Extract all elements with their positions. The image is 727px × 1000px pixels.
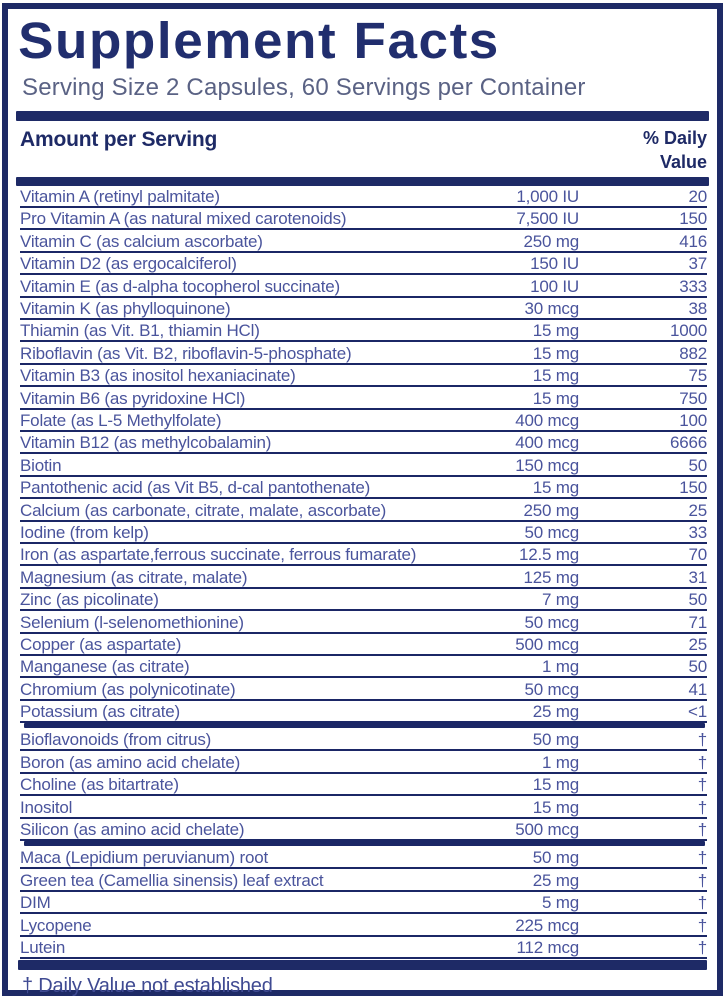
ingredient-daily-value: †	[697, 870, 707, 890]
ingredient-amount: 50 mcg	[524, 522, 579, 542]
group-separator-rule	[24, 723, 705, 728]
ingredient-row	[20, 410, 707, 432]
ingredient-daily-value: 20	[688, 187, 707, 207]
header-top-rule	[16, 111, 709, 121]
ingredient-row	[20, 499, 707, 521]
ingredient-amount: 50 mg	[532, 848, 579, 868]
ingredient-name: Vitamin D2 (as ergocalciferol)	[20, 254, 237, 274]
ingredient-row	[20, 869, 707, 891]
panel-title: Supplement Facts	[18, 12, 500, 69]
ingredient-name: Magnesium (as citrate, malate)	[20, 567, 248, 587]
daily-value-footnote: † Daily Value not established	[22, 974, 273, 997]
ingredient-name: Iron (as aspartate,ferrous succinate, ferrous fumarate)	[20, 545, 417, 565]
footer-rule	[18, 960, 707, 970]
ingredient-amount: 225 mcg	[515, 915, 579, 935]
ingredient-amount: 500 mcg	[515, 634, 579, 654]
ingredient-daily-value: 70	[688, 545, 707, 565]
ingredient-name: DIM	[20, 893, 51, 913]
ingredient-name: Vitamin B3 (as inositol hexaniacinate)	[20, 366, 296, 386]
ingredient-amount: 15 mg	[532, 366, 579, 386]
ingredient-amount: 25 mg	[532, 870, 579, 890]
ingredient-amount: 15 mg	[532, 775, 579, 795]
ingredient-name: Vitamin K (as phylloquinone)	[20, 299, 231, 319]
ingredient-row	[20, 253, 707, 275]
ingredient-row	[20, 477, 707, 499]
ingredient-name: Vitamin E (as d-alpha tocopherol succinate)	[20, 276, 340, 296]
ingredient-amount: 30 mcg	[524, 299, 579, 319]
ingredient-daily-value: †	[697, 752, 707, 772]
ingredient-amount: 15 mg	[532, 797, 579, 817]
ingredient-name: Vitamin A (retinyl palmitate)	[20, 187, 220, 207]
ingredient-amount: 7 mg	[542, 590, 579, 610]
ingredient-name: Manganese (as citrate)	[20, 657, 190, 677]
ingredient-amount: 50 mg	[532, 730, 579, 750]
ingredient-amount: 150 mcg	[515, 455, 579, 475]
ingredient-name: Vitamin C (as calcium ascorbate)	[20, 231, 263, 251]
ingredient-name: Green tea (Camellia sinensis) leaf extract	[20, 870, 324, 890]
ingredient-daily-value: 416	[679, 231, 707, 251]
ingredient-daily-value: 150	[679, 478, 707, 498]
ingredient-name: Potassium (as citrate)	[20, 702, 180, 722]
ingredient-table	[16, 186, 709, 959]
ingredient-daily-value: 71	[688, 612, 707, 632]
ingredient-amount: 5 mg	[542, 893, 579, 913]
ingredient-name: Silicon (as amino acid chelate)	[20, 820, 245, 840]
ingredient-daily-value: 100	[679, 410, 707, 430]
ingredient-amount: 50 mcg	[524, 679, 579, 699]
ingredient-row	[20, 275, 707, 297]
ingredient-daily-value: 38	[688, 299, 707, 319]
ingredient-name: Bioflavonoids (from citrus)	[20, 730, 212, 750]
ingredient-daily-value: †	[697, 820, 707, 840]
ingredient-row	[20, 387, 707, 409]
ingredient-row	[20, 230, 707, 252]
ingredient-amount: 1 mg	[542, 752, 579, 772]
ingredient-daily-value: †	[697, 937, 707, 957]
ingredient-name: Vitamin B12 (as methylcobalamin)	[20, 433, 272, 453]
ingredient-amount: 112 mcg	[516, 937, 579, 957]
ingredient-daily-value: 25	[688, 500, 707, 520]
ingredient-daily-value: 50	[688, 657, 707, 677]
percent-daily-value-header	[643, 126, 707, 175]
ingredient-row	[20, 678, 707, 700]
ingredient-name: Thiamin (as Vit. B1, thiamin HCl)	[20, 321, 260, 341]
ingredient-name: Folate (as L-5 Methylfolate)	[20, 410, 222, 430]
ingredient-amount: 150 IU	[530, 254, 579, 274]
ingredient-row	[20, 937, 707, 959]
ingredient-amount: 1,000 IU	[516, 187, 579, 207]
ingredient-amount: 15 mg	[532, 388, 579, 408]
ingredient-row	[20, 522, 707, 544]
ingredient-row	[20, 656, 707, 678]
ingredient-daily-value: 750	[679, 388, 707, 408]
ingredient-name: Iodine (from kelp)	[20, 522, 149, 542]
ingredient-daily-value: 33	[688, 522, 707, 542]
ingredient-row	[20, 566, 707, 588]
ingredient-amount: 15 mg	[532, 343, 579, 363]
ingredient-daily-value: 1000	[669, 321, 707, 341]
ingredient-amount: 12.5 mg	[518, 545, 579, 565]
ingredient-amount: 15 mg	[532, 321, 579, 341]
ingredient-name: Inositol	[20, 797, 73, 817]
ingredient-daily-value: †	[697, 848, 707, 868]
ingredient-row	[20, 432, 707, 454]
ingredient-row	[20, 365, 707, 387]
ingredient-amount: 125 mg	[523, 567, 579, 587]
ingredient-amount: 500 mcg	[515, 820, 579, 840]
ingredient-row	[20, 544, 707, 566]
ingredient-name: Vitamin B6 (as pyridoxine HCl)	[20, 388, 246, 408]
header-bottom-rule	[16, 177, 709, 186]
supplement-facts-panel	[2, 3, 723, 996]
ingredient-daily-value: 50	[688, 590, 707, 610]
ingredient-name: Riboflavin (as Vit. B2, riboflavin-5-phosphate)	[20, 343, 352, 363]
ingredient-name: Biotin	[20, 455, 62, 475]
ingredient-daily-value: 41	[688, 679, 707, 699]
ingredient-row	[20, 342, 707, 364]
group-separator-rule	[24, 841, 705, 846]
ingredient-row	[20, 796, 707, 818]
serving-size-info: Serving Size 2 Capsules, 60 Servings per Container	[22, 74, 586, 102]
ingredient-name: Pro Vitamin A (as natural mixed carotenoids)	[20, 209, 347, 229]
ingredient-row	[20, 729, 707, 751]
ingredient-row	[20, 751, 707, 773]
ingredient-row	[20, 847, 707, 869]
ingredient-daily-value: 6666	[669, 433, 707, 453]
ingredient-daily-value: 25	[688, 634, 707, 654]
table-header-row	[16, 121, 709, 177]
ingredient-row	[20, 892, 707, 914]
ingredient-daily-value: 75	[688, 366, 707, 386]
ingredient-row	[20, 611, 707, 633]
ingredient-amount: 15 mg	[532, 478, 579, 498]
ingredient-daily-value: 333	[679, 276, 707, 296]
ingredient-amount: 400 mcg	[515, 410, 579, 430]
ingredient-row	[20, 320, 707, 342]
ingredient-row	[20, 774, 707, 796]
ingredient-daily-value: 37	[688, 254, 707, 274]
ingredient-daily-value: 50	[688, 455, 707, 475]
ingredient-amount: 250 mg	[523, 231, 579, 251]
ingredient-amount: 100 IU	[530, 276, 579, 296]
amount-per-serving-header: Amount per Serving	[20, 128, 218, 152]
dv-header-line1: % Daily	[642, 128, 707, 149]
ingredient-daily-value: 882	[679, 343, 707, 363]
ingredient-row	[20, 208, 707, 230]
ingredient-daily-value: <1	[688, 702, 707, 722]
ingredient-daily-value: 150	[679, 209, 707, 229]
ingredient-amount: 25 mg	[532, 702, 579, 722]
ingredient-daily-value: †	[697, 893, 707, 913]
ingredient-row	[20, 914, 707, 936]
ingredient-name: Copper (as aspartate)	[20, 634, 182, 654]
ingredient-row	[20, 634, 707, 656]
ingredient-daily-value: †	[697, 797, 707, 817]
ingredient-daily-value: †	[697, 775, 707, 795]
ingredient-row	[20, 589, 707, 611]
ingredient-row	[20, 819, 707, 841]
ingredient-amount: 7,500 IU	[516, 209, 579, 229]
ingredient-name: Choline (as bitartrate)	[20, 775, 179, 795]
ingredient-daily-value: 31	[688, 567, 707, 587]
ingredient-name: Lutein	[20, 937, 66, 957]
ingredient-name: Calcium (as carbonate, citrate, malate, ascorbate)	[20, 500, 387, 520]
ingredient-row	[20, 186, 707, 208]
ingredient-name: Maca (Lepidium peruvianum) root	[20, 848, 268, 868]
ingredient-name: Pantothenic acid (as Vit B5, d-cal pantothenate)	[20, 478, 371, 498]
ingredient-amount: 50 mcg	[524, 612, 579, 632]
ingredient-daily-value: †	[697, 730, 707, 750]
ingredient-name: Chromium (as polynicotinate)	[20, 679, 236, 699]
ingredient-amount: 400 mcg	[515, 433, 579, 453]
ingredient-row	[20, 298, 707, 320]
ingredient-name: Zinc (as picolinate)	[20, 590, 159, 610]
ingredient-row	[20, 454, 707, 476]
ingredient-row	[20, 701, 707, 723]
ingredient-name: Selenium (l-selenomethionine)	[20, 612, 244, 632]
ingredient-name: Boron (as amino acid chelate)	[20, 752, 241, 772]
ingredient-daily-value: †	[697, 915, 707, 935]
ingredient-name: Lycopene	[20, 915, 92, 935]
dv-header-line2: Value	[659, 152, 707, 173]
ingredient-amount: 1 mg	[542, 657, 579, 677]
ingredient-amount: 250 mg	[523, 500, 579, 520]
